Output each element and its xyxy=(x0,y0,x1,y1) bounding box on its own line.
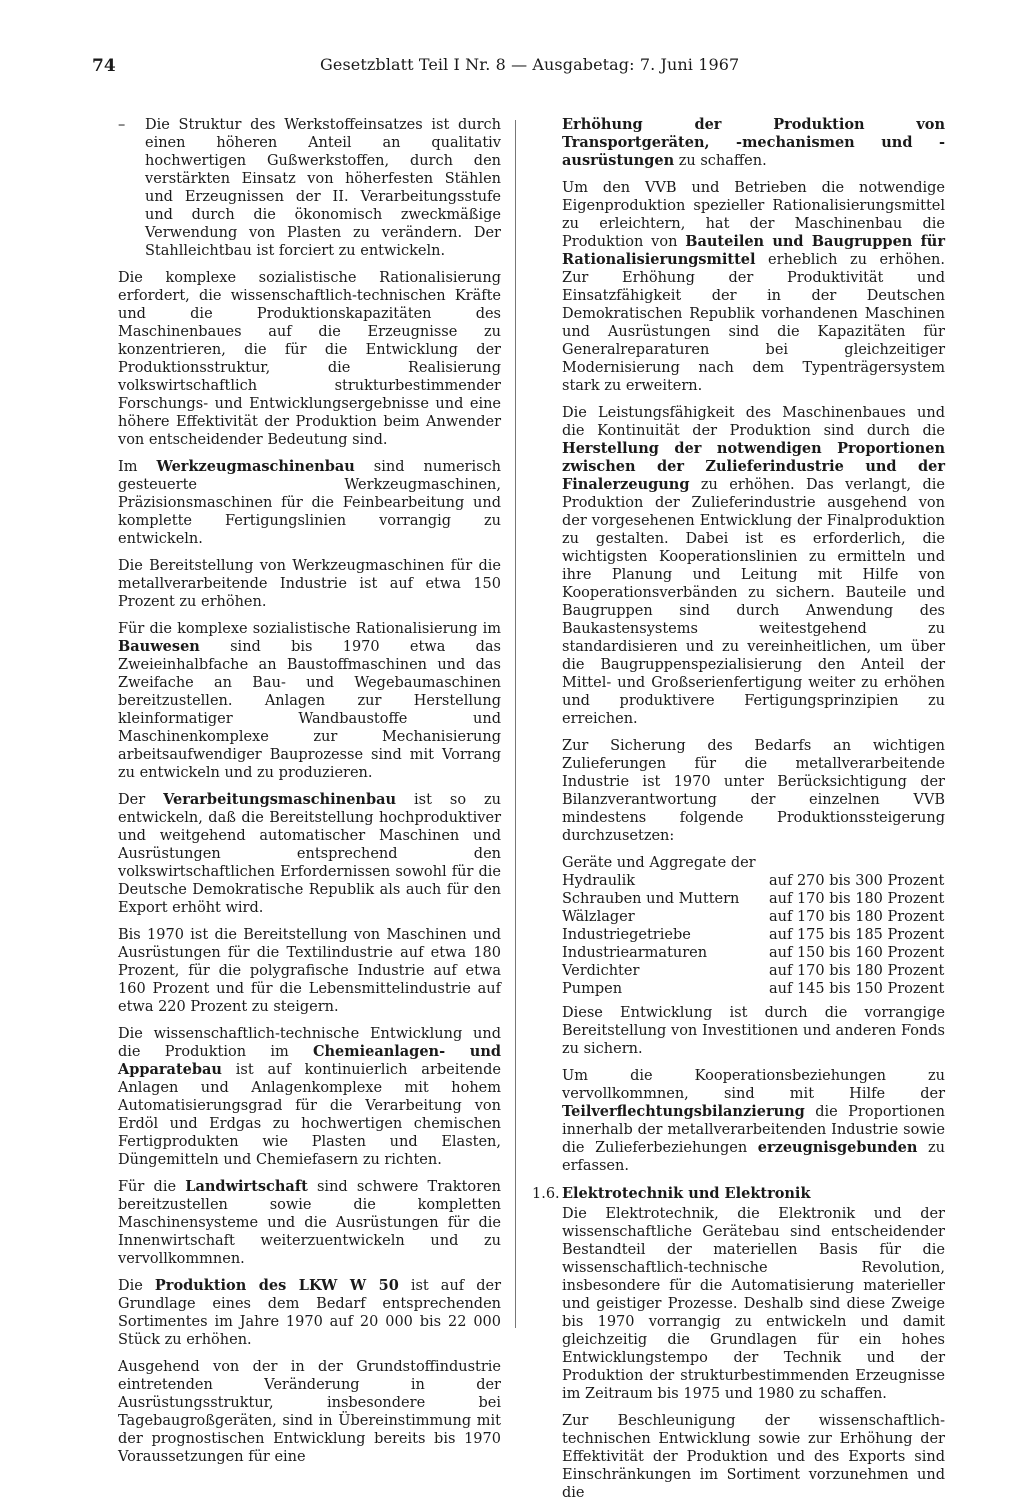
text-span: Die xyxy=(118,1278,155,1294)
text-span: sind numerisch gesteuerte Werkzeugmaschinen, Präzisionsmaschinen für die Feinbearbeitung und komplette Fertigungslinien vorrangig zu entwickeln. xyxy=(118,459,501,547)
table-row xyxy=(562,872,945,890)
paragraph-kooperationsbeziehungen xyxy=(562,1067,945,1175)
text-span: Um die Kooperationsbeziehungen zu vervollkommnen, sind mit Hilfe der xyxy=(562,1068,945,1102)
section-heading xyxy=(532,1185,945,1203)
text-span: Die Leistungsfähigkeit des Maschinenbaues und die Kontinuität der Produktion sind durch die xyxy=(562,405,945,439)
text-span: ist auf der Grundlage eines dem Bedarf entsprechenden Sortimentes im Jahre 1970 auf 20 000 bis 22 000 Stück zu erhöhen. xyxy=(118,1278,502,1348)
paragraph-verarbeitungsmaschinenbau xyxy=(118,791,501,917)
table-cell-value: auf 170 bis 180 Prozent xyxy=(769,891,945,907)
paragraph-leistungsfaehigkeit xyxy=(562,404,945,728)
left-column xyxy=(118,116,501,1475)
text-span: Für die xyxy=(118,1179,186,1195)
paragraph-zulieferungen: Zur Sicherung des Bedarfs an wichtigen Zulieferungen für die metallverarbeitende Industrie ist 1970 unter Berücksichtigung der Bilanzverantwortung der einzelnen VVB mindestens folgende Produktionssteigerung durchzusetzen: xyxy=(562,738,945,844)
text-span: Der xyxy=(118,792,164,808)
text-span: zu erfassen. xyxy=(562,1140,945,1174)
paragraph-beschleunigung: Zur Beschleunigung der wissenschaftlich-technischen Entwicklung sowie zur Erhöhung der Effektivität der Produktion und des Exports sind Einschränkungen im Sortiment vorzunehmen und die xyxy=(562,1413,945,1501)
table-cell-name: Schrauben und Muttern xyxy=(562,891,740,907)
text-span: ist so zu entwickeln, daß die Bereitstellung hochproduktiver und weitgehend automatischer Maschinen und Ausrüstungen entsprechend den volkswirtschaftlichen Erfordernissen sowohl für die Deutsche Demokratische Republik als auch für den Export erhöht wird. xyxy=(118,792,501,916)
bold-term: Bauwesen xyxy=(118,638,200,655)
table-cell-value: auf 270 bis 300 Prozent xyxy=(769,873,945,889)
table-cell-name: Verdichter xyxy=(562,963,640,979)
table-row xyxy=(562,926,945,944)
table-row xyxy=(562,980,945,998)
paragraph-transportgeraete xyxy=(562,116,945,170)
bullet-dash: – xyxy=(118,117,126,133)
text-span: Im xyxy=(118,459,157,475)
text-span: zu erhöhen. Das verlangt, die Produktion der Zulieferindustrie ausgehend von der vorgesehenen Entwicklung der Finalproduktion zu gestalten. Dabei ist es erforderlich, die wichtigsten Kooperationslinien zu ermitteln und ihre Planung und Leitung mit Hilfe von Kooperationsverbänden zu sichern. Bauteile und Baugruppen sind durch Anwendung des Baukastensystems weitestgehend zu standardisieren und zu vereinheitlichen, um über die Baugruppenspezialisierung den Anteil der Mittel- und Großserienfertigung weiter zu erhöhen und produktivere Fertigungsprinzipien zu erreichen. xyxy=(562,477,945,727)
right-column xyxy=(532,116,945,1511)
bold-term: Produktion des LKW W 50 xyxy=(154,1277,399,1294)
paragraph-vvb xyxy=(562,179,945,395)
table-row xyxy=(562,962,945,980)
bold-term: Landwirtschaft xyxy=(185,1178,308,1195)
bold-term: Bauteilen und Baugruppen für Rationalisierungsmittel xyxy=(562,233,945,268)
header-title: Gesetzblatt Teil I Nr. 8 — Ausgabetag: 7. Juni 1967 xyxy=(320,55,740,74)
bullet-text: Die Struktur des Werkstoffeinsatzes ist durch einen höheren Anteil an qualitativ hochwertigen Gußwerkstoffen, durch den verstärkten Einsatz von höherfesten Stählen und Erzeugnissen der II. Verarbeitungsstufe und durch die ökonomisch zweckmäßige Verwendung von Plasten zu verändern. Der Stahlleichtbau ist forciert zu entwickeln. xyxy=(145,117,501,259)
bold-term: Werkzeugmaschinenbau xyxy=(156,458,355,475)
text-span: erheblich zu erhöhen. Zur Erhöhung der Produktivität und Einsatzfähigkeit der in der Deutschen Demokratischen Republik vorhandenen Maschinen und Ausrüstungen sind die Kapazitäten für Generalreparaturen bei gleichzeitiger Modernisierung nach dem Typenträgersystem stark zu erweitern. xyxy=(562,252,945,394)
paragraph-chemieanlagenbau xyxy=(118,1025,501,1169)
page-number: 74 xyxy=(92,56,116,76)
bold-term: erzeugnisgebunden xyxy=(757,1139,918,1156)
text-span: sind schwere Traktoren bereitzustellen sowie die kompletten Maschinensysteme und die Ausrüstungen für die Innenwirtschaft weiterzuentwickeln und zu vervollkommnen. xyxy=(118,1179,501,1267)
paragraph-rationalisierung: Die komplexe sozialistische Rationalisierung erfordert, die wissenschaftlich-technischen Kräfte und die Produktionskapazitäten des Maschinenbaues auf die Erzeugnisse zu konzentrieren, die für die Entwicklung der Produktionsstruktur, die Realisierung volkswirtschaftlich strukturbestimmender Forschungs- und Entwicklungsergebnisse und eine höhere Effektivität der Produktion beim Anwender von entscheidender Bedeutung sind. xyxy=(118,270,501,448)
table-cell-value: auf 145 bis 150 Prozent xyxy=(769,981,945,997)
table-cell-value xyxy=(769,854,945,872)
table-cell-name: Industriearmaturen xyxy=(562,945,708,961)
bold-term: Herstellung der notwendigen Proportionen zwischen der Zulieferindustrie und der Finalerzeugung xyxy=(562,440,945,493)
text-span: ist auf kontinuierlich arbeitende Anlagen und Anlagenkomplexe mit hohem Automatisierungsgrad für die Verarbeitung von Erdöl und Erdgas zu hochwertigen chemischen Fertigprodukten wie Plasten und Elasten, Düngemitteln und Chemiefasern zu richten. xyxy=(118,1062,501,1168)
bold-term: Chemieanlagen- und Apparatebau xyxy=(118,1043,501,1078)
production-table xyxy=(562,854,945,998)
bold-term: Verarbeitungsmaschinenbau xyxy=(163,791,397,808)
bullet-werkstoff xyxy=(118,116,501,260)
text-span: sind bis 1970 etwa das Zweieinhalbfache an Baustoffmaschinen und das Zweifache an Bau- und Wegebaumaschinen bereitzustellen. Anlagen zur Herstellung kleinformatiger Wandbaustoffe und Maschinenkomplexe zur Mechanisierung arbeitsaufwendiger Bauprozesse sind mit Vorrang zu entwickeln und zu produzieren. xyxy=(118,639,501,781)
table-row xyxy=(562,944,945,962)
bold-term: Erhöhung der Produktion von Transportgeräten, -mechanismen und -ausrüstungen xyxy=(562,116,945,169)
table-cell-name: Hydraulik xyxy=(562,873,636,889)
paragraph-investitionen: Diese Entwicklung ist durch die vorrangige Bereitstellung von Investitionen und anderen Fonds zu sichern. xyxy=(562,1005,945,1057)
column-divider xyxy=(515,120,516,1328)
text-span: Um den VVB und Betrieben die notwendige Eigenproduktion spezieller Rationalisierungsmittel zu erleichtern, hat der Maschinenbau die Produktion von xyxy=(562,180,945,250)
table-row xyxy=(562,854,945,872)
paragraph-werkzeugmaschinenbau xyxy=(118,458,501,548)
table-row xyxy=(562,890,945,908)
text-span: Die wissenschaftlich-technische Entwicklung und die Produktion im xyxy=(118,1026,501,1060)
section-number: 1.6. xyxy=(532,1186,560,1202)
table-cell-name: Geräte und Aggregate der xyxy=(562,855,756,871)
bold-term: Teilverflechtungsbilanzierung xyxy=(562,1103,805,1120)
paragraph-textilindustrie: Bis 1970 ist die Bereitstellung von Maschinen und Ausrüstungen für die Textilindustrie auf etwa 180 Prozent, für die polygrafische Industrie auf etwa 160 Prozent und für die Lebensmittelindustrie auf etwa 220 Prozent zu steigern. xyxy=(118,927,501,1015)
section-title: Elektrotechnik und Elektronik xyxy=(562,1185,811,1202)
text-span: die Proportionen innerhalb der metallverarbeitenden Industrie sowie die Zulieferbeziehungen xyxy=(562,1104,945,1156)
paragraph-landwirtschaft xyxy=(118,1178,501,1268)
table-cell-name: Wälzlager xyxy=(562,909,635,925)
table-cell-value: auf 170 bis 180 Prozent xyxy=(769,909,945,925)
table-cell-value: auf 170 bis 180 Prozent xyxy=(769,963,945,979)
paragraph-elektrotechnik: Die Elektrotechnik, die Elektronik und der wissenschaftliche Gerätebau sind entscheidender Bestandteil der materiellen Basis für die wissenschaftlich-technische Revolution, insbesondere für die Automatisierung materieller und geistiger Prozesse. Deshalb sind diese Zweige bis 1970 vorrangig zu entwickeln und damit gleichzeitig die Grundlagen für ein hohes Entwicklungstempo der Technik und der Produktion der strukturbestimmenden Erzeugnisse im Zeitraum bis 1975 und 1980 zu schaffen. xyxy=(562,1206,945,1402)
table-cell-value: auf 175 bis 185 Prozent xyxy=(769,927,945,943)
table-cell-name: Pumpen xyxy=(562,981,623,997)
paragraph-bauwesen xyxy=(118,620,501,782)
paragraph-lkw xyxy=(118,1277,501,1349)
table-row xyxy=(562,908,945,926)
paragraph-bereitstellung: Die Bereitstellung von Werkzeugmaschinen für die metallverarbeitende Industrie ist auf etwa 150 Prozent zu erhöhen. xyxy=(118,558,501,610)
text-span: zu schaffen. xyxy=(674,153,767,169)
paragraph-grundstoffindustrie: Ausgehend von der in der Grundstoffindustrie eintretenden Veränderung in der Ausrüstungsstruktur, insbesondere bei Tagebaugroßgeräten, sind in Übereinstimmung mit der prognostischen Entwicklung bereits bis 1970 Voraussetzungen für eine xyxy=(118,1359,501,1465)
table-cell-value: auf 150 bis 160 Prozent xyxy=(769,945,945,961)
text-span: Für die komplexe sozialistische Rationalisierung im xyxy=(118,621,501,637)
table-cell-name: Industriegetriebe xyxy=(562,927,691,943)
